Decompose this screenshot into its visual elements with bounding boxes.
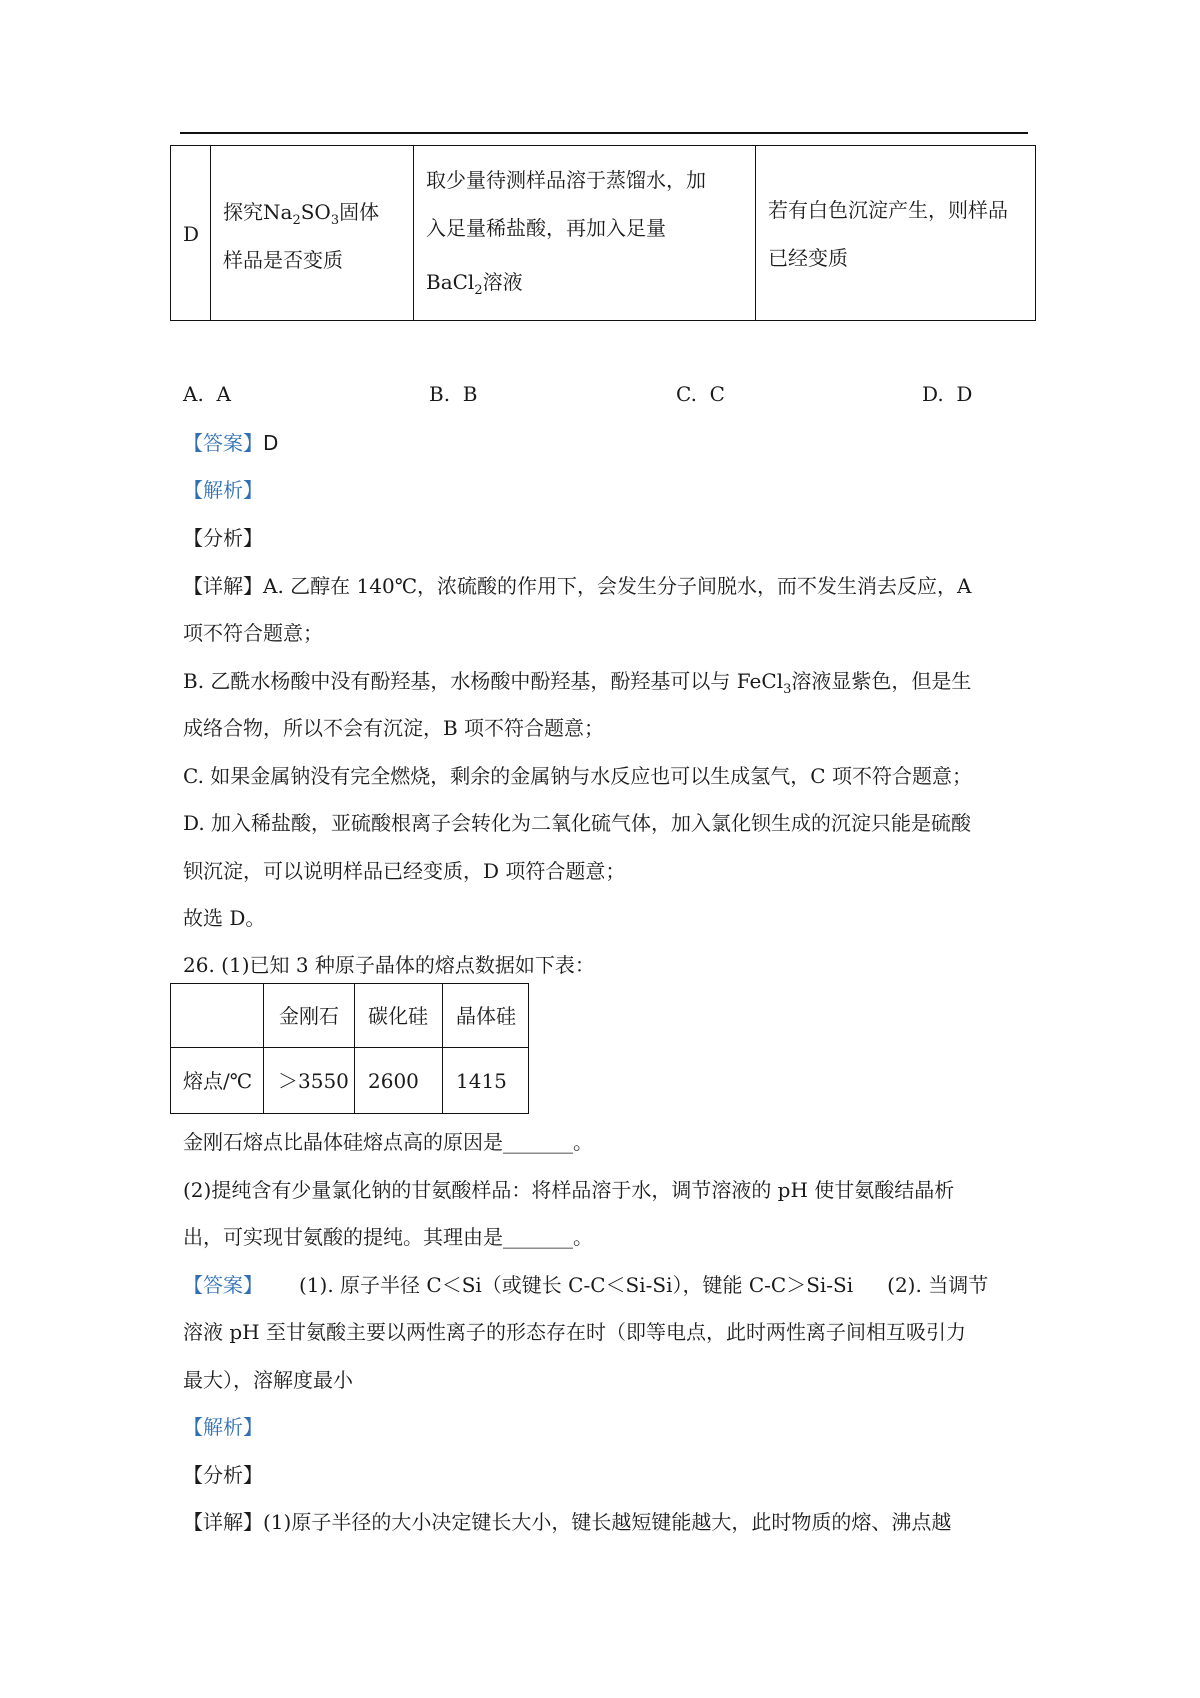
purpose-cell [211,146,414,320]
option-c: C. C [676,382,725,406]
q26-answer-line-1: 【答案】 (1). 原子半径 C＜Si（或键长 C-C＜Si-Si），键能 C-C＞Si-Si (2). 当调节 [183,1273,989,1297]
option-a: A. A [183,382,231,406]
table-header: 晶体硅 [456,1004,516,1028]
header-rule [180,132,1028,134]
conclusion-cell [756,146,1037,320]
purpose-line-1: 探究$Na_2SO_3$固体 [223,200,380,228]
operation-line-3: BaCl$_2$溶液 [426,270,523,298]
option-d-table-row [170,145,1036,321]
q25-detail-line-1: 【详解】A. 乙醇在 140℃，浓硫酸的作用下，会发生分子间脱水，而不发生消去反应，A [183,574,972,598]
melting-point-table [170,983,529,1114]
q26-question-1: 金刚石熔点比晶体硅熔点高的原因是_______。 [183,1130,593,1154]
table-row-divider [171,1047,528,1048]
conclusion-line-2: 已经变质 [768,246,848,270]
conclusion-line-1: 若有白色沉淀产生，则样品 [768,198,1008,222]
q25-answer: 【答案】D [183,431,279,455]
q26-answer-line-2: 溶液 pH 至甘氨酸主要以两性离子的形态存在时（即等电点，此时两性离子间相互吸引力 [183,1320,966,1344]
q26-analysis-tag: 【解析】 [183,1415,263,1439]
table-col-divider [354,984,355,1113]
table-col-divider [442,984,443,1113]
table-header: 金刚石 [279,1004,339,1028]
q25-detail-line-4: 成络合物，所以不会有沉淀，B 项不符合题意； [183,716,605,740]
table-cell: 熔点/℃ [183,1069,253,1093]
q26-detail: 【详解】(1)原子半径的大小决定键长大小，键长越短键能越大，此时物质的熔、沸点越 [183,1510,952,1534]
purpose-line-2: 样品是否变质 [223,248,343,272]
q25-detail-line-3: B. 乙酰水杨酸中没有酚羟基，水杨酸中酚羟基，酚羟基可以与 FeCl$_3$溶液显紫色，但是生 [183,669,972,697]
q25-detail-line-5: C. 如果金属钠没有完全燃烧，剩余的金属钠与水反应也可以生成氢气，C 项不符合题意； [183,764,972,788]
table-cell: 2600 [368,1069,419,1093]
q26-fenxi: 【分析】 [183,1463,263,1487]
option-b: B. B [429,382,478,406]
q25-detail-line-2: 项不符合题意； [183,621,323,645]
q25-fenxi: 【分析】 [183,526,263,550]
q26-question-2b: 出，可实现甘氨酸的提纯。其理由是_______。 [183,1225,593,1249]
q25-conclusion: 故选 D。 [183,906,266,930]
q25-analysis-tag: 【解析】 [183,478,263,502]
table-cell: ＞3550 [278,1069,349,1093]
q26-question-2a: (2)提纯含有少量氯化钠的甘氨酸样品：将样品溶于水，调节溶液的 pH 使甘氨酸结晶析 [183,1178,955,1202]
answer-tag: 【答案】 [183,431,263,455]
operation-line-1: 取少量待测样品溶于蒸馏水，加 [426,168,706,192]
option-d: D. D [922,382,973,406]
q25-detail-line-7: 钡沉淀，可以说明样品已经变质，D 项符合题意； [183,859,626,883]
q25-detail-line-6: D. 加入稀盐酸，亚硫酸根离子会转化为二氧化硫气体，加入氯化钡生成的沉淀只能是硫酸 [183,811,972,835]
operation-cell [414,146,756,320]
row-label-cell [171,146,211,320]
table-cell: 1415 [456,1069,507,1093]
q26-answer-line-3: 最大），溶解度最小 [183,1368,353,1392]
q26-stem: 26. (1)已知 3 种原子晶体的熔点数据如下表： [183,953,595,977]
answer-tag: 【答案】 [183,1273,263,1297]
row-label: D [183,222,200,246]
operation-line-2: 入足量稀盐酸，再加入足量 [426,216,666,240]
table-header: 碳化硅 [368,1004,428,1028]
table-col-divider [263,984,264,1113]
